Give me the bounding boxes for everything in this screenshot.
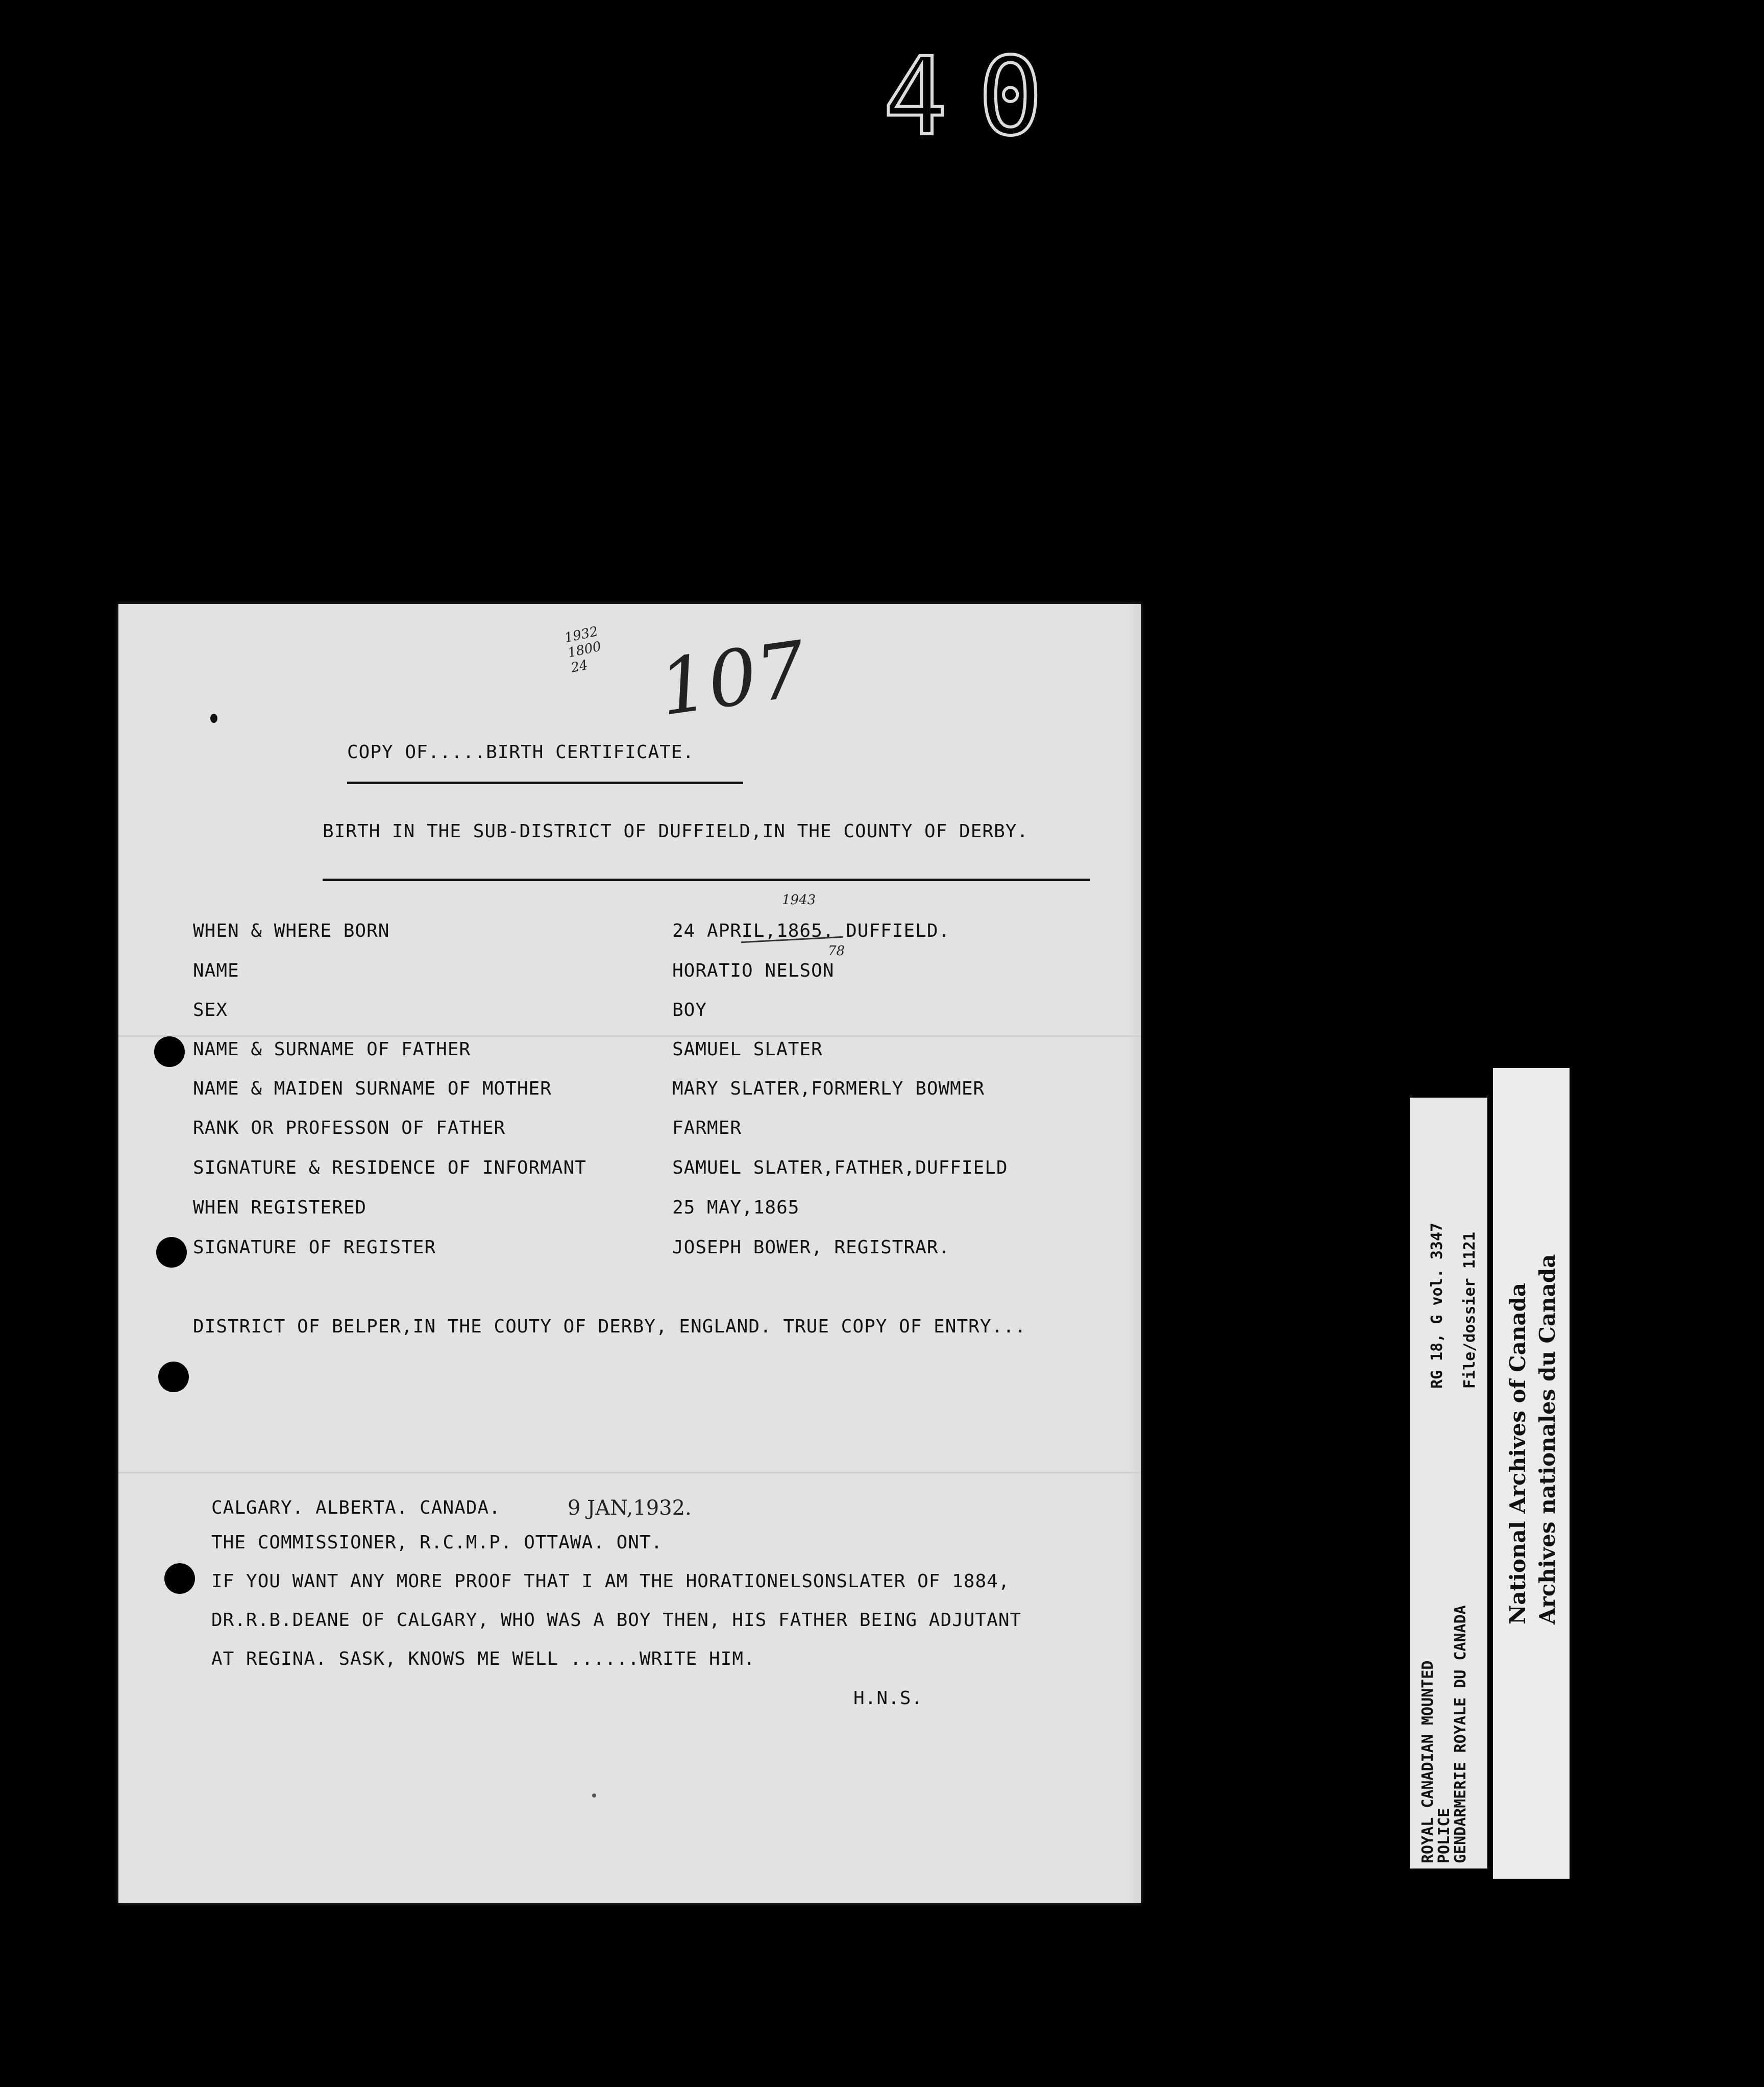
- fold-line: [118, 1035, 1141, 1037]
- punch-hole: [158, 1362, 189, 1392]
- handwritten-file-ref: 1932 1800 24: [563, 624, 603, 676]
- fold-line: [118, 1472, 1141, 1473]
- field-value: SAMUEL SLATER,FATHER,DUFFIELD: [672, 1157, 1008, 1178]
- annotation-age: 78: [828, 943, 845, 959]
- ink-dot: [210, 714, 217, 723]
- heading-underline: [347, 782, 743, 784]
- handwritten-number: 107: [654, 624, 812, 734]
- certificate-heading: COPY OF.....BIRTH CERTIFICATE.: [347, 742, 695, 763]
- punch-hole: [154, 1036, 185, 1067]
- field-label: NAME & MAIDEN SURNAME OF MOTHER: [193, 1078, 552, 1099]
- letter-body-line: AT REGINA. SASK, KNOWS ME WELL ......WRITE HIM.: [211, 1648, 755, 1669]
- district-line: DISTRICT OF BELPER,IN THE COUTY OF DERBY, ENGLAND. TRUE COPY OF ENTRY...: [193, 1316, 1026, 1337]
- field-label: NAME & SURNAME OF FATHER: [193, 1039, 471, 1060]
- letter-body-line: DR.R.B.DEANE OF CALGARY, WHO WAS A BOY THEN, HIS FATHER BEING ADJUTANT: [211, 1610, 1022, 1631]
- archive-stamp-text: National Archives of Canada Archives nationales du Canada: [1505, 1254, 1560, 1624]
- field-value: 24 APRIL,1865. DUFFIELD.: [672, 920, 950, 941]
- field-label: SIGNATURE & RESIDENCE OF INFORMANT: [193, 1157, 586, 1178]
- punch-hole: [156, 1237, 187, 1268]
- field-value: HORATIO NELSON: [672, 960, 835, 981]
- letter-addressee: THE COMMISSIONER, R.C.M.P. OTTAWA. ONT.: [211, 1532, 663, 1553]
- archive-label: [1410, 1098, 1487, 1868]
- field-value: SAMUEL SLATER: [672, 1039, 823, 1060]
- letter-signature: H.N.S.: [853, 1688, 923, 1709]
- field-label: WHEN & WHERE BORN: [193, 920, 390, 941]
- ink-speck: [592, 1793, 596, 1798]
- field-value: FARMER: [672, 1118, 742, 1138]
- field-label: RANK OR PROFESSON OF FATHER: [193, 1118, 506, 1138]
- field-label: WHEN REGISTERED: [193, 1197, 367, 1218]
- field-value: JOSEPH BOWER, REGISTRAR.: [672, 1237, 950, 1258]
- field-label: SIGNATURE OF REGISTER: [193, 1237, 436, 1258]
- letter-date: 9 JAN,1932.: [568, 1496, 692, 1520]
- field-label: SEX: [193, 1000, 228, 1021]
- archive-label-agency: ROYAL CANADIAN MOUNTED POLICE GENDARMERIE ROYALE DU CANADA: [1419, 1605, 1469, 1863]
- letter-body-line: IF YOU WANT ANY MORE PROOF THAT I AM THE HORATIONELSONSLATER OF 1884,: [211, 1571, 1010, 1592]
- paper-edge: [1125, 604, 1141, 1903]
- frame-number: 40: [883, 34, 1073, 159]
- certificate-subheading: BIRTH IN THE SUB-DISTRICT OF DUFFIELD,IN THE COUNTY OF DERBY.: [323, 821, 1029, 842]
- field-label: NAME: [193, 960, 239, 981]
- annotation-year: 1943: [782, 892, 816, 908]
- punch-hole: [164, 1563, 195, 1594]
- field-value: MARY SLATER,FORMERLY BOWMER: [672, 1078, 985, 1099]
- birth-certificate-page: [118, 604, 1141, 1903]
- field-value: BOY: [672, 1000, 707, 1021]
- field-value: 25 MAY,1865: [672, 1197, 800, 1218]
- subheading-rule: [323, 879, 1090, 881]
- archive-stamp: [1493, 1068, 1570, 1879]
- letter-place: CALGARY. ALBERTA. CANADA.: [211, 1497, 501, 1518]
- archive-label-reference: RG 18, G vol. 3347 File/dossier 1121: [1428, 1222, 1479, 1389]
